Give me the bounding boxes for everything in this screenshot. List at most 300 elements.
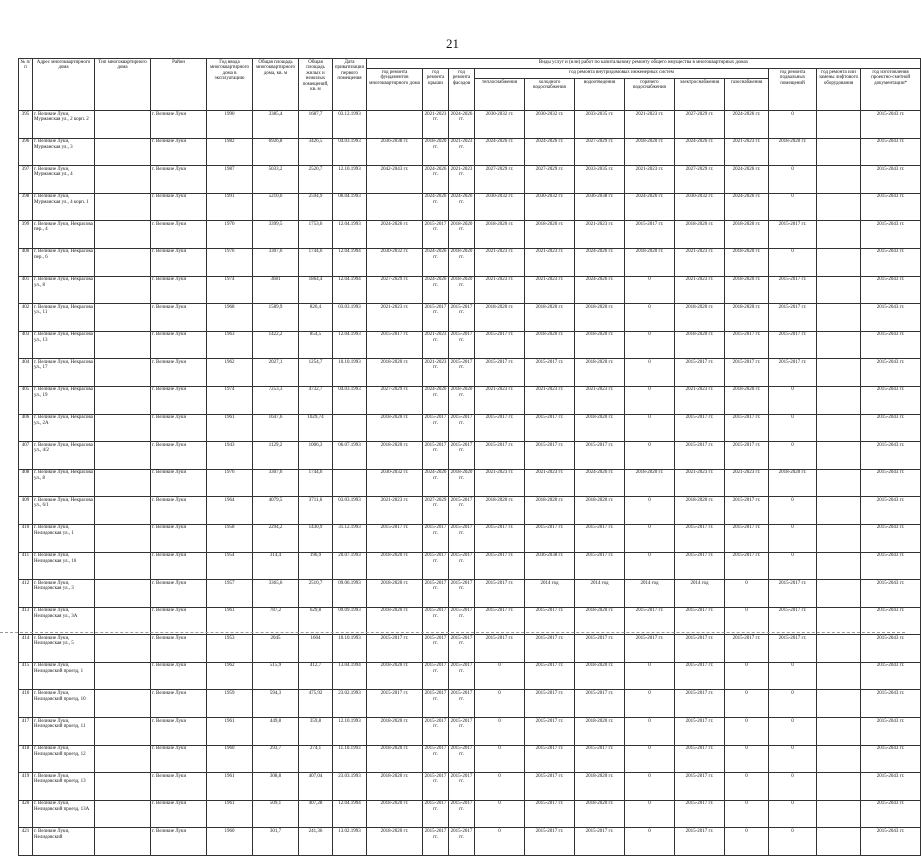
cell-num: 412 (19, 580, 33, 608)
cell-year: 1990 (207, 111, 253, 139)
cell-lift (817, 580, 861, 608)
cell-address: г. Великие Луки, Нелидовская ул., 1 (33, 524, 95, 552)
cell-roof: 2015-2017 гг. (423, 414, 449, 442)
cell-district: г. Великие Луки (151, 800, 207, 828)
cell-living: 1430,9 (299, 524, 333, 552)
cell-hot: 0 (625, 359, 675, 387)
cell-lift (817, 828, 861, 856)
header-num: № п/п (19, 59, 33, 111)
cell-lift (817, 524, 861, 552)
cell-address: г. Великие Луки, Мурманская ул., 4 (33, 166, 95, 194)
cell-type (95, 138, 151, 166)
cell-project: 2015-2043 гг. (861, 138, 921, 166)
cell-roof: 2015-2017 гг. (423, 662, 449, 690)
cell-project: 2015-2043 гг. (861, 662, 921, 690)
table-row (19, 248, 921, 276)
cell-project: 2015-2043 гг. (861, 276, 921, 304)
cell-total: 3307,6 (253, 248, 299, 276)
cell-lift (817, 800, 861, 828)
cell-foundation: 2042-2043 гг. (367, 166, 423, 194)
cell-lift (817, 662, 861, 690)
cell-total: 449,8 (253, 718, 299, 746)
cell-living: 274,1 (299, 745, 333, 773)
cell-facade: 2015-2017 гг. (449, 331, 475, 359)
cell-hot: 0 (625, 442, 675, 470)
cell-type (95, 111, 151, 139)
cell-sewer: 2015-2017 гг. (575, 745, 625, 773)
cell-facade: 2015-2017 гг. (449, 773, 475, 801)
cell-address: г. Великие Луки, Некрасова ул., 6/1 (33, 497, 95, 525)
cell-heat: 2021-2023 гг. (475, 469, 525, 497)
cell-roof: 2015-2017 гг. (423, 607, 449, 635)
cell-foundation: 2018-2020 гг. (367, 718, 423, 746)
cell-date: 12.10.1993 (333, 718, 367, 746)
cell-total: 2045 (253, 635, 299, 663)
cell-facade: 2015-2017 гг. (449, 414, 475, 442)
cell-lift (817, 111, 861, 139)
cell-year: 1958 (207, 524, 253, 552)
table-row (19, 386, 921, 414)
cell-lift (817, 221, 861, 249)
header-type: Тип многоквартирного дома (95, 59, 151, 111)
cell-num: 399 (19, 221, 33, 249)
header-living-area: Общая площадь жилых и нежилых помещений, кв. м (299, 59, 333, 111)
table-row (19, 469, 921, 497)
cell-type (95, 359, 151, 387)
cell-lift (817, 690, 861, 718)
cell-gas: 0 (725, 828, 769, 856)
cell-heat: 0 (475, 800, 525, 828)
cell-lift (817, 442, 861, 470)
cell-electric: 2027-2029 гг. (675, 166, 725, 194)
cell-address: г. Великие Луки, Нелидовский проезд, 10 (33, 690, 95, 718)
cell-heat: 0 (475, 662, 525, 690)
header-lift: год ремонта или замены лифтового оборудования (817, 69, 861, 111)
cell-gas: 2021-2023 гг. (725, 138, 769, 166)
table-row (19, 166, 921, 194)
cell-total: 4079,5 (253, 497, 299, 525)
table-row (19, 442, 921, 470)
cell-basement: 0 (769, 442, 817, 470)
cell-total: 2027,1 (253, 359, 299, 387)
cell-district: г. Великие Луки (151, 773, 207, 801)
cell-hot: 0 (625, 386, 675, 414)
cell-facade: 2018-2020 гг. (449, 221, 475, 249)
cell-lift (817, 718, 861, 746)
cell-sewer: 2018-2020 гг. (575, 331, 625, 359)
cell-facade: 2015-2017 гг. (449, 607, 475, 635)
cell-heat: 2015-2017 гг. (475, 359, 525, 387)
cell-facade: 2015-2017 гг. (449, 635, 475, 663)
cell-facade: 2015-2017 гг. (449, 552, 475, 580)
cell-type (95, 828, 151, 856)
table-row (19, 138, 921, 166)
cell-type (95, 166, 151, 194)
cell-total: 3365,6 (253, 580, 299, 608)
cell-roof: 2015-2017 гг. (423, 221, 449, 249)
cell-electric: 2030-2032 гг. (675, 193, 725, 221)
cell-electric: 2027-2029 гг. (675, 111, 725, 139)
cell-electric: 2015-2017 гг. (675, 414, 725, 442)
cell-sewer: 2027-2029 гг. (575, 138, 625, 166)
cell-address: г. Великие Луки, Некрасова ул., 17 (33, 359, 95, 387)
cell-lift (817, 193, 861, 221)
cell-project: 2015-2043 гг. (861, 359, 921, 387)
cell-hot: 0 (625, 276, 675, 304)
cell-living: 1254,7 (299, 359, 333, 387)
cell-project: 2015-2043 гг. (861, 248, 921, 276)
cell-total: 5210,6 (253, 193, 299, 221)
cell-num: 418 (19, 745, 33, 773)
cell-basement: 0 (769, 552, 817, 580)
cell-foundation: 2018-2020 гг. (367, 414, 423, 442)
cell-type (95, 773, 151, 801)
table-row (19, 745, 921, 773)
cell-address: г. Великие Луки, Некрасова пер., 4 (33, 221, 95, 249)
cell-cold: 2018-2020 гг. (525, 497, 575, 525)
cell-total: 7253,3 (253, 386, 299, 414)
cell-date: 06.07.1993 (333, 442, 367, 470)
cell-living: 196,9 (299, 552, 333, 580)
cell-gas: 2021-2023 гг. (725, 469, 769, 497)
cell-cold: 2021-2023 гг. (525, 248, 575, 276)
cell-sewer: 2033-2035 гг. (575, 166, 625, 194)
cell-district: г. Великие Луки (151, 662, 207, 690)
cell-gas: 2015-2017 гг. (725, 442, 769, 470)
cell-address: г. Великие Луки, Некрасова ул., 2А (33, 414, 95, 442)
cell-electric: 2018-2020 гг. (675, 331, 725, 359)
cell-facade: 2015-2017 гг. (449, 662, 475, 690)
cell-total: 2294,2 (253, 524, 299, 552)
cell-date: 20.07.1993 (333, 552, 367, 580)
cell-district: г. Великие Луки (151, 221, 207, 249)
cell-project: 2015-2043 гг. (861, 635, 921, 663)
cell-foundation: 2018-2020 гг. (367, 828, 423, 856)
table-row (19, 718, 921, 746)
cell-basement: 0 (769, 111, 817, 139)
cell-heat: 2030-2032 гг. (475, 111, 525, 139)
cell-district: г. Великие Луки (151, 248, 207, 276)
cell-electric: 2015-2017 гг. (675, 718, 725, 746)
cell-year: 1964 (207, 497, 253, 525)
cell-hot: 0 (625, 745, 675, 773)
cell-basement: 0 (769, 800, 817, 828)
cell-facade: 2018-2020 гг. (449, 469, 475, 497)
cell-num: 411 (19, 552, 33, 580)
cell-total: 314,4 (253, 552, 299, 580)
cell-project: 2015-2043 гг. (861, 828, 921, 856)
cell-basement: 2015-2017 гг. (769, 331, 817, 359)
cell-roof: 2021-2023 гг. (423, 331, 449, 359)
cell-year: 1960 (207, 745, 253, 773)
cell-living: 1744,6 (299, 469, 333, 497)
cell-sewer: 2018-2020 гг. (575, 607, 625, 635)
cell-facade: 2015-2017 гг. (449, 497, 475, 525)
cell-living: 2594,9 (299, 193, 333, 221)
cell-cold: 2014 год (525, 580, 575, 608)
cell-project: 2015-2043 гг. (861, 386, 921, 414)
cell-electric: 2021-2023 гг. (675, 276, 725, 304)
cell-lift (817, 414, 861, 442)
cell-roof: 2024-2026 гг. (423, 276, 449, 304)
cell-facade: 2024-2026 гг. (449, 193, 475, 221)
cell-district: г. Великие Луки (151, 331, 207, 359)
cell-electric: 2015-2017 гг. (675, 359, 725, 387)
cell-district: г. Великие Луки (151, 552, 207, 580)
cell-date: 12.04.1993 (333, 221, 367, 249)
cell-living: 4732,7 (299, 386, 333, 414)
cell-num: 421 (19, 828, 33, 856)
cell-living: 1744,6 (299, 248, 333, 276)
cell-address: г. Великие Луки, Некрасова ул., 4/2 (33, 442, 95, 470)
cell-district: г. Великие Луки (151, 166, 207, 194)
cell-roof: 2015-2017 гг. (423, 773, 449, 801)
cell-year: 1962 (207, 359, 253, 387)
cell-district: г. Великие Луки (151, 580, 207, 608)
cell-project: 2015-2043 гг. (861, 745, 921, 773)
cell-foundation: 2018-2020 гг. (367, 359, 423, 387)
cell-project: 2015-2043 гг. (861, 414, 921, 442)
cell-date (333, 414, 367, 442)
cell-roof: 2021-2023 гг. (423, 111, 449, 139)
cell-gas: 2024-2026 гг. (725, 166, 769, 194)
cell-total: 1422,2 (253, 331, 299, 359)
cell-type (95, 607, 151, 635)
header-works-group: Виды услуг и (или) работ по капитальному ремонту общего имущества в многоквартирных домах (367, 59, 921, 69)
cell-foundation: 2036-2038 гг. (367, 138, 423, 166)
cell-year: 1974 (207, 386, 253, 414)
cell-date: 03.03.1993 (333, 497, 367, 525)
cell-foundation: 2027-2029 гг. (367, 276, 423, 304)
cell-living: 1006,3 (299, 442, 333, 470)
cell-date: 10.10.1993 (333, 635, 367, 663)
cell-date: 09.09.1993 (333, 607, 367, 635)
cell-basement: 2015-2017 гг. (769, 221, 817, 249)
cell-living: 1753,6 (299, 221, 333, 249)
cell-num: 400 (19, 248, 33, 276)
cell-district: г. Великие Луки (151, 524, 207, 552)
cell-electric: 2021-2023 гг. (675, 248, 725, 276)
cell-heat: 0 (475, 745, 525, 773)
table-row (19, 580, 921, 608)
cell-facade: 2015-2017 гг. (449, 690, 475, 718)
cell-address: г. Великие Луки, Мурманская ул., 4 корп. 1 (33, 193, 95, 221)
cell-heat: 2015-2017 гг. (475, 331, 525, 359)
cell-year: 1987 (207, 166, 253, 194)
cell-living: 1687,7 (299, 111, 333, 139)
cell-hot: 0 (625, 414, 675, 442)
cell-cold: 2021-2023 гг. (525, 386, 575, 414)
cell-project: 2015-2043 гг. (861, 524, 921, 552)
cell-sewer: 2024-2026 гг. (575, 276, 625, 304)
cell-foundation: 2018-2020 гг. (367, 745, 423, 773)
cell-date: 12.10.1993 (333, 166, 367, 194)
cell-hot: 0 (625, 773, 675, 801)
cell-facade: 2021-2023 гг. (449, 138, 475, 166)
cell-basement: 0 (769, 414, 817, 442)
cell-num: 408 (19, 469, 33, 497)
cell-foundation: 2018-2020 гг. (367, 607, 423, 635)
page-number: 21 (446, 36, 459, 51)
cell-year: 1961 (207, 607, 253, 635)
cell-basement: 0 (769, 193, 817, 221)
cell-num: 402 (19, 304, 33, 332)
cell-foundation: 2027-2029 гг. (367, 386, 423, 414)
cell-cold: 2015-2017 гг. (525, 662, 575, 690)
cell-heat: 0 (475, 773, 525, 801)
cell-num: 396 (19, 138, 33, 166)
cell-address: г. Великие Луки, Некрасова ул., 8 (33, 276, 95, 304)
cell-facade: 2015-2017 гг. (449, 304, 475, 332)
cell-year: 1962 (207, 662, 253, 690)
cell-heat: 0 (475, 828, 525, 856)
cell-heat: 2015-2017 гг. (475, 580, 525, 608)
cell-heat: 2021-2023 гг. (475, 276, 525, 304)
cell-project: 2015-2043 гг. (861, 690, 921, 718)
cell-date: 23.02.1993 (333, 690, 367, 718)
cell-sewer: 2036-2038 гг. (575, 193, 625, 221)
cell-year: 1957 (207, 580, 253, 608)
table-row (19, 276, 921, 304)
cell-gas: 2024-2026 гг. (725, 193, 769, 221)
cell-cold: 2015-2017 гг. (525, 359, 575, 387)
table-row (19, 662, 921, 690)
cell-roof: 2024-2026 гг. (423, 166, 449, 194)
cell-basement: 2015-2017 гг. (769, 635, 817, 663)
cell-address: г. Великие Луки, Некрасова ул., 19 (33, 386, 95, 414)
cell-total: 1129,2 (253, 442, 299, 470)
cell-facade: 2015-2017 гг. (449, 359, 475, 387)
cell-hot: 2018-2020 гг. (625, 138, 675, 166)
cell-gas: 2018-2020 гг. (725, 276, 769, 304)
cell-sewer: 2021-2023 гг. (575, 386, 625, 414)
header-address: Адрес многоквартирного дома (33, 59, 95, 111)
table-row (19, 414, 921, 442)
cell-district: г. Великие Луки (151, 111, 207, 139)
cell-sewer: 2033-2035 гг. (575, 111, 625, 139)
cell-facade: 2015-2017 гг. (449, 718, 475, 746)
header-hot-water: горячего водоснабжения (625, 79, 675, 111)
cell-electric: 2015-2017 гг. (675, 524, 725, 552)
cell-cold: 2015-2017 гг. (525, 690, 575, 718)
cell-heat: 2015-2017 гг. (475, 635, 525, 663)
cell-district: г. Великие Луки (151, 718, 207, 746)
cell-date: 23.03.1993 (333, 773, 367, 801)
cell-gas: 2018-2020 гг. (725, 304, 769, 332)
cell-roof: 2015-2017 гг. (423, 800, 449, 828)
cell-sewer: 2015-2017 гг. (575, 828, 625, 856)
cell-basement: 0 (769, 690, 817, 718)
cell-address: г. Великие Луки, Мурманская ул., 2 корп. 2 (33, 111, 95, 139)
cell-date (333, 469, 367, 497)
cell-roof: 2024-2026 гг. (423, 386, 449, 414)
cell-type (95, 718, 151, 746)
cell-cold: 2015-2017 гг. (525, 524, 575, 552)
cell-lift (817, 773, 861, 801)
cell-electric: 2024-2026 гг. (675, 138, 725, 166)
cell-date: 13.04.1994 (333, 662, 367, 690)
cell-type (95, 635, 151, 663)
cell-sewer: 2024-2026 гг. (575, 469, 625, 497)
cell-date: 31.12.1993 (333, 524, 367, 552)
cell-roof: 2015-2017 гг. (423, 828, 449, 856)
table-row (19, 524, 921, 552)
cell-electric: 2015-2017 гг. (675, 800, 725, 828)
cell-date: 11.10.1993 (333, 745, 367, 773)
cell-total: 3399,5 (253, 221, 299, 249)
cell-facade: 2015-2017 гг. (449, 745, 475, 773)
cell-hot: 2015-2017 гг. (625, 221, 675, 249)
cell-sewer: 2018-2020 гг. (575, 800, 625, 828)
cell-type (95, 524, 151, 552)
cell-hot: 2015-2017 гг. (625, 607, 675, 635)
cell-cold: 2018-2020 гг. (525, 304, 575, 332)
cell-total: 5033,2 (253, 166, 299, 194)
cell-type (95, 414, 151, 442)
cell-living: 854,5 (299, 331, 333, 359)
cell-cold: 2027-2029 гг. (525, 166, 575, 194)
cell-num: 415 (19, 662, 33, 690)
cell-type (95, 662, 151, 690)
cell-type (95, 497, 151, 525)
cell-foundation: 2018-2020 гг. (367, 800, 423, 828)
cell-sewer: 2015-2017 гг. (575, 690, 625, 718)
header-engineering-group: год ремонта внутридомовых инженерных систем (475, 69, 769, 79)
cell-foundation: 2015-2017 гг. (367, 331, 423, 359)
cell-sewer: 2018-2020 гг. (575, 662, 625, 690)
header-roof: год ремонта крыши (423, 69, 449, 111)
cell-address: г. Великие Луки, Нелидовская ул., 5 (33, 635, 95, 663)
cell-gas: 0 (725, 745, 769, 773)
cell-date: 04.03.1993 (333, 138, 367, 166)
cell-project: 2015-2043 гг. (861, 607, 921, 635)
cell-foundation: 2015-2017 гг. (367, 690, 423, 718)
cell-gas: 2018-2020 гг. (725, 386, 769, 414)
cell-hot: 0 (625, 828, 675, 856)
table-row (19, 773, 921, 801)
cell-sewer: 2015-2017 гг. (575, 552, 625, 580)
cell-sewer: 2018-2020 гг. (575, 773, 625, 801)
cell-date: 13.02.1993 (333, 828, 367, 856)
cell-hot: 2021-2023 гг. (625, 166, 675, 194)
cell-living: 1604 (299, 635, 333, 663)
header-heat: теплоснабжения (475, 79, 525, 111)
cell-project: 2015-2043 гг. (861, 193, 921, 221)
cell-year: 1974 (207, 276, 253, 304)
cell-project: 2015-2043 гг. (861, 580, 921, 608)
cell-foundation: 2018-2020 гг. (367, 442, 423, 470)
cell-basement: 2015-2017 гг. (769, 607, 817, 635)
header-project-docs: год изготовления проектно-сметной документации* (861, 69, 921, 111)
cell-year: 1963 (207, 331, 253, 359)
cell-living: 3426,5 (299, 138, 333, 166)
cell-hot: 0 (625, 662, 675, 690)
cell-heat: 2015-2017 гг. (475, 524, 525, 552)
cell-foundation: 2018-2020 гг. (367, 773, 423, 801)
cell-project: 2015-2043 гг. (861, 442, 921, 470)
cell-gas: 2015-2017 гг. (725, 414, 769, 442)
cell-date: 03.12.1993 (333, 111, 367, 139)
cell-sewer: 2018-2020 гг. (575, 414, 625, 442)
cell-lift (817, 386, 861, 414)
cell-basement: 2018-2020 гг. (769, 469, 817, 497)
cell-gas: 0 (725, 580, 769, 608)
table-row (19, 193, 921, 221)
cell-year: 1982 (207, 138, 253, 166)
cell-num: 410 (19, 524, 33, 552)
cell-cold: 2015-2017 гг. (525, 607, 575, 635)
cell-hot: 2014 год (625, 580, 675, 608)
